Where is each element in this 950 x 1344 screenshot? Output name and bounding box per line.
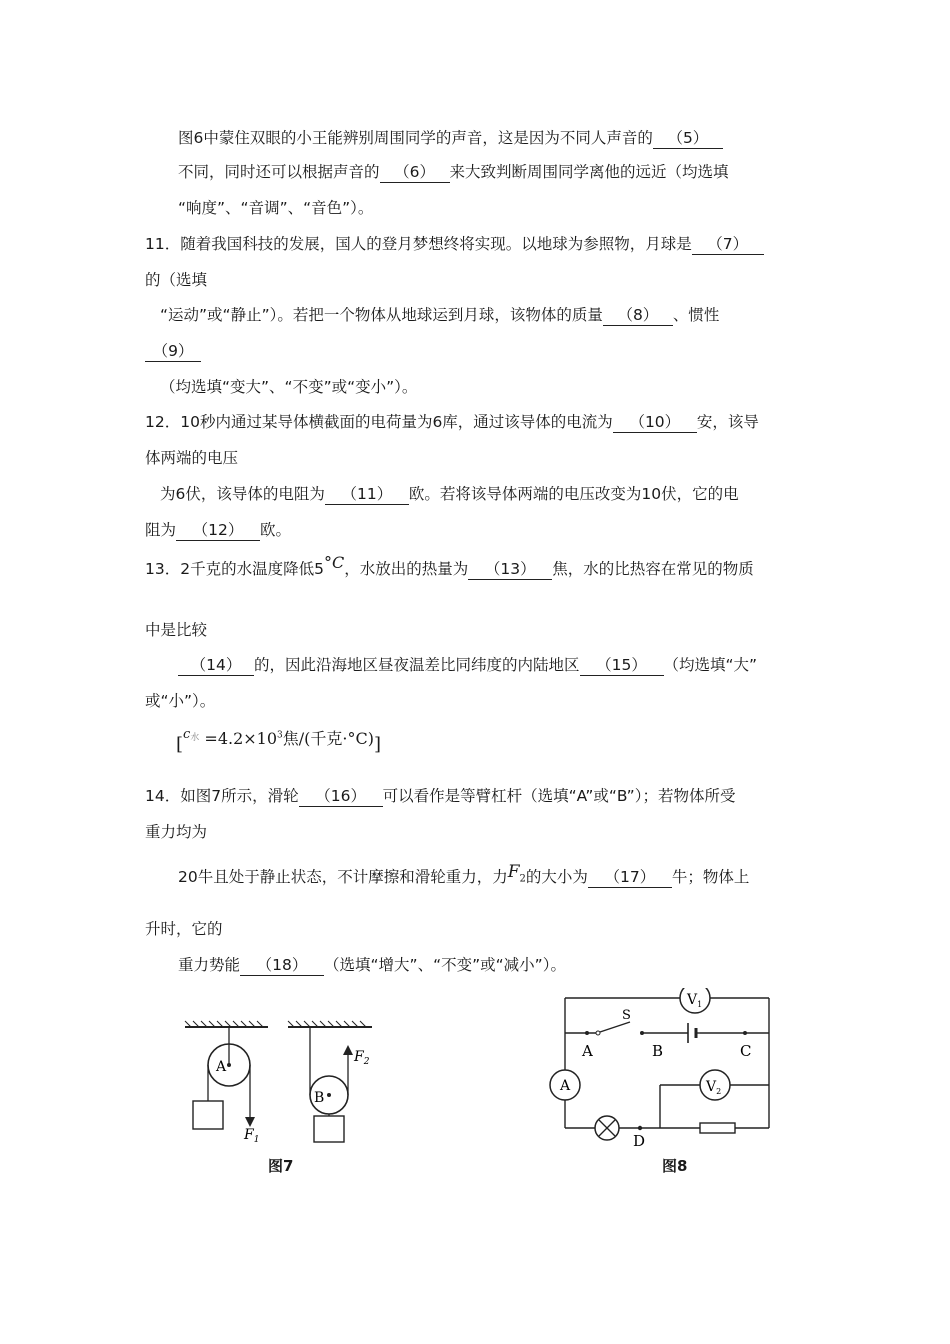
text: 12．10秒内通过某导体横截面的电荷量为6库，通过该导体的电流为 bbox=[145, 413, 613, 431]
question-13 bbox=[145, 553, 754, 580]
switch-lever bbox=[600, 1022, 630, 1032]
value: =4.2×10 bbox=[199, 729, 278, 748]
text: 欧。若将该导体两端的电压改变为10伏，它的电 bbox=[408, 485, 739, 503]
bracket: ] bbox=[373, 734, 382, 755]
point-C-node bbox=[743, 1031, 747, 1035]
text: 牛；物体上 bbox=[671, 868, 750, 886]
answer-blank-17[interactable]: （17） bbox=[588, 867, 672, 888]
ceiling-left bbox=[185, 1021, 268, 1027]
exponent: 3 bbox=[277, 730, 283, 741]
text-line bbox=[145, 520, 291, 541]
text-line: 的（选填 bbox=[145, 271, 208, 289]
text-line: 或“小”）。 bbox=[145, 692, 216, 710]
arrow-F1 bbox=[245, 1117, 255, 1127]
pulley-A-axle bbox=[227, 1063, 231, 1067]
point-B-node bbox=[640, 1031, 644, 1035]
text-line: 体两端的电压 bbox=[145, 449, 239, 467]
answer-blank-5[interactable]: （5） bbox=[653, 128, 723, 149]
pulley-A-label: A bbox=[216, 1059, 227, 1075]
text-line bbox=[178, 655, 757, 676]
point-A-label: A bbox=[582, 1042, 593, 1060]
voltmeter-V1-label: $V_1$ bbox=[687, 992, 703, 1009]
ceiling-right bbox=[288, 1021, 372, 1027]
text: （选填“增大”、“不变”或“减小”）。 bbox=[324, 956, 566, 974]
text: 的大小为 bbox=[525, 868, 588, 886]
text: 欧。 bbox=[260, 521, 292, 539]
text: “运动”或“静止”）。若把一个物体从地球运到月球，该物体的质量 bbox=[160, 306, 603, 324]
subscript: 水 bbox=[190, 733, 200, 743]
voltmeter-V2-label: $V_2$ bbox=[706, 1079, 722, 1096]
answer-blank-8[interactable]: （8） bbox=[603, 305, 673, 326]
text-line bbox=[178, 128, 723, 149]
text: 14．如图7所示，滑轮 bbox=[145, 787, 299, 805]
text: 13．2千克的水温度降低5 bbox=[145, 560, 324, 578]
text-line: 重力均为 bbox=[145, 823, 208, 841]
text-line bbox=[160, 484, 739, 505]
text: 安，该导 bbox=[696, 413, 759, 431]
answer-blank-13[interactable]: （13） bbox=[468, 559, 552, 580]
text: 重力势能 bbox=[178, 956, 241, 974]
point-C-label: C bbox=[740, 1042, 752, 1060]
question-12 bbox=[145, 412, 759, 433]
text: 为6伏，该导体的电阻为 bbox=[160, 485, 325, 503]
answer-blank-9[interactable]: （9） bbox=[145, 341, 201, 362]
unit: 焦/(千克·°C) bbox=[282, 729, 374, 748]
text: 焦，水的比热容在常见的物质 bbox=[552, 560, 754, 578]
text: 图6中蒙住双眼的小王能辨别周围同学的声音，这是因为不同人声音的 bbox=[178, 129, 653, 147]
text-line bbox=[145, 341, 201, 362]
weight-box-A bbox=[193, 1101, 223, 1129]
text-line bbox=[160, 305, 719, 326]
text: 阻为 bbox=[145, 521, 177, 539]
point-B-label: B bbox=[652, 1042, 664, 1060]
answer-blank-10[interactable]: （10） bbox=[613, 412, 697, 433]
answer-blank-15[interactable]: （15） bbox=[580, 655, 664, 676]
question-11 bbox=[145, 234, 764, 255]
force-F2-label: $F_2$ bbox=[354, 1049, 370, 1067]
text: ，水放出的热量为 bbox=[344, 560, 469, 578]
arrow-F2 bbox=[343, 1045, 353, 1055]
degree-celsius: °C bbox=[323, 553, 345, 572]
circuit-wires bbox=[565, 998, 769, 1128]
text: （均选填“大” bbox=[663, 656, 758, 674]
text: 不同，同时还可以根据声音的 bbox=[178, 163, 380, 181]
figure-7-caption: 图7 bbox=[268, 1157, 294, 1175]
force-F1-label: $F_1$ bbox=[244, 1127, 260, 1145]
text-line: 升时，它的 bbox=[145, 920, 223, 938]
point-D-label: D bbox=[633, 1132, 646, 1148]
answer-blank-6[interactable]: （6） bbox=[380, 162, 450, 183]
text: 11．随着我国科技的发展，国人的登月梦想终将实现。以地球为参照物，月球是 bbox=[145, 235, 692, 253]
ammeter-label: A bbox=[560, 1078, 571, 1094]
text-line bbox=[178, 862, 750, 894]
pulley-B-label: B bbox=[314, 1090, 325, 1106]
point-D-node bbox=[638, 1126, 642, 1130]
answer-blank-11[interactable]: （11） bbox=[325, 484, 409, 505]
answer-blank-16[interactable]: （16） bbox=[299, 786, 383, 807]
answer-blank-12[interactable]: （12） bbox=[176, 520, 260, 541]
answer-blank-18[interactable]: （18） bbox=[240, 955, 324, 976]
symbol-c: c bbox=[183, 727, 191, 742]
text: 可以看作是等臂杠杆（选填“A”或“B”）；若物体所受 bbox=[382, 787, 736, 805]
point-A-node bbox=[585, 1031, 589, 1035]
bracket: [ bbox=[176, 734, 184, 755]
text: 、惯性 bbox=[672, 306, 720, 324]
figure-7-pulleys bbox=[180, 1015, 380, 1150]
text: 20牛且处于静止状态，不计摩擦和滑轮重力，力 bbox=[178, 868, 508, 886]
text-line: （均选填“变大”、“不变”或“变小”）。 bbox=[160, 378, 418, 396]
answer-blank-14[interactable]: （14） bbox=[178, 655, 254, 676]
weight-box-B bbox=[314, 1116, 344, 1142]
text-line: “响度”、“音调”、“音色”）。 bbox=[178, 199, 374, 217]
text-line bbox=[178, 955, 566, 976]
switch-terminal bbox=[596, 1031, 600, 1035]
pulley-B-axle bbox=[327, 1093, 331, 1097]
text: 来大致判断周围同学离他的远近（均选填 bbox=[449, 163, 729, 181]
question-14 bbox=[145, 786, 735, 807]
specific-heat-formula bbox=[176, 726, 382, 755]
figure-8-circuit bbox=[540, 988, 780, 1148]
text: 的，因此沿海地区昼夜温差比同纬度的内陆地区 bbox=[254, 656, 580, 674]
text-line: 中是比较 bbox=[145, 621, 208, 639]
resistor bbox=[700, 1123, 735, 1133]
text-line bbox=[178, 162, 729, 183]
figure-8-caption: 图8 bbox=[662, 1157, 688, 1175]
switch-label: S bbox=[622, 1008, 631, 1023]
force-F2: $F_2$ bbox=[507, 862, 526, 885]
answer-blank-7[interactable]: （7） bbox=[692, 234, 764, 255]
